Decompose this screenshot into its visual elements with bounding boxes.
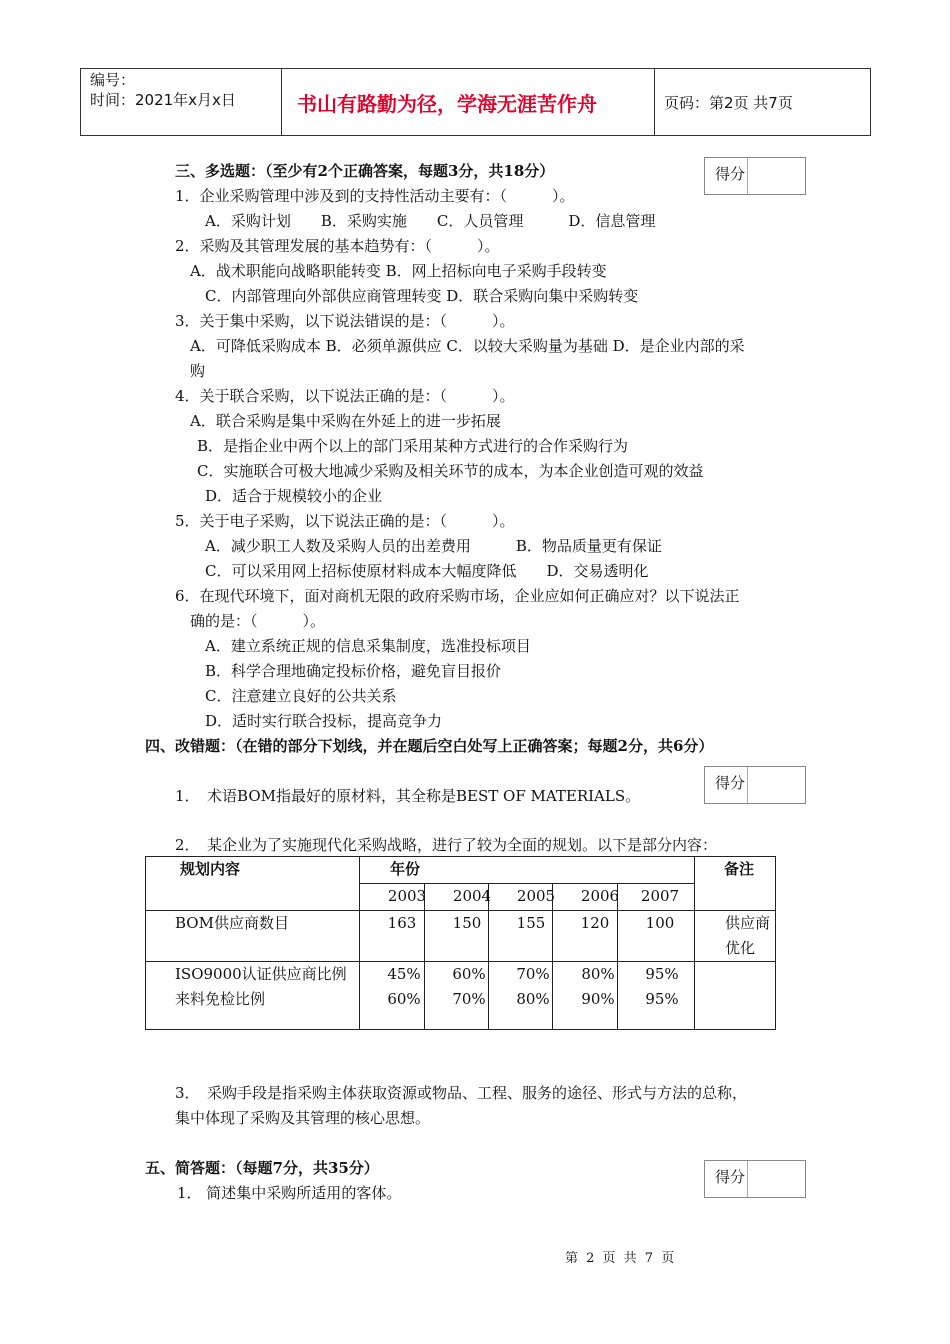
table-cell: 95% bbox=[645, 990, 679, 1008]
question-text: 2． 某企业为了实施现代化采购战略，进行了较为全面的规划。以下是部分内容： bbox=[175, 836, 718, 854]
section-3-title: 三、多选题：（至少有2个正确答案，每题3分，共18分） bbox=[175, 162, 555, 180]
header-divider bbox=[870, 68, 871, 136]
table-cell: 60% bbox=[387, 990, 421, 1008]
page-footer: 第 2 页 共 7 页 bbox=[565, 1251, 677, 1266]
header-divider bbox=[80, 68, 81, 136]
question-option: D．适时实行联合投标，提高竞争力 bbox=[205, 712, 443, 730]
table-year: 2004 bbox=[452, 887, 492, 905]
score-label: 得分 bbox=[715, 774, 746, 792]
question-option: D．适合于规模较小的企业 bbox=[205, 487, 383, 505]
question-options: A．可降低采购成本 B．必须单源供应 C．以较大采购量为基础 D．是企业内部的采 bbox=[190, 337, 745, 355]
table-year: 2007 bbox=[640, 887, 680, 905]
question-options: 购 bbox=[190, 362, 206, 380]
table-note: 供应商 bbox=[725, 914, 771, 932]
question-text: 1． 术语BOM指最好的原材料，其全称是BEST OF MATERIALS。 bbox=[175, 787, 641, 805]
table-header-note: 备注 bbox=[724, 860, 755, 878]
question-stem: 6．在现代环境下，面对商机无限的政府采购市场，企业应如何正确应对？以下说法正 bbox=[175, 587, 740, 605]
table-year: 2005 bbox=[516, 887, 556, 905]
table-cell: 155 bbox=[516, 914, 546, 932]
header-time-label: 时间：2021年x月x日 bbox=[90, 91, 236, 109]
question-stem: 1．企业采购管理中涉及到的支持性活动主要有：（ ）。 bbox=[175, 187, 575, 205]
score-box[interactable] bbox=[704, 766, 806, 804]
table-cell: 120 bbox=[580, 914, 610, 932]
table-cell: 80% bbox=[581, 965, 615, 983]
table-cell: 45% bbox=[387, 965, 421, 983]
table-row-label: BOM供应商数目 bbox=[175, 914, 289, 932]
table-row-label: ISO9000认证供应商比例 bbox=[175, 965, 347, 983]
table-cell: 70% bbox=[452, 990, 486, 1008]
score-box[interactable] bbox=[704, 1160, 806, 1198]
question-option: A．联合采购是集中采购在外延上的进一步拓展 bbox=[190, 412, 501, 430]
section-5-title: 五、简答题：（每题7分，共35分） bbox=[145, 1159, 379, 1177]
question-text: 3． 采购手段是指采购主体获取资源或物品、工程、服务的途径、形式与方法的总称， bbox=[175, 1084, 748, 1102]
question-stem: 4．关于联合采购，以下说法正确的是：（ ）。 bbox=[175, 387, 515, 405]
question-option: A．建立系统正规的信息采集制度，选准投标项目 bbox=[205, 637, 531, 655]
question-stem: 5．关于电子采购，以下说法正确的是：（ ）。 bbox=[175, 512, 515, 530]
question-option: C．注意建立良好的公共关系 bbox=[205, 687, 397, 705]
table-cell: 163 bbox=[387, 914, 417, 932]
table-year: 2006 bbox=[580, 887, 620, 905]
score-label: 得分 bbox=[715, 165, 746, 183]
question-option: B．是指企业中两个以上的部门采用某种方式进行的合作采购行为 bbox=[197, 437, 629, 455]
table-header-content: 规划内容 bbox=[180, 860, 241, 878]
table-row-label: 来料免检比例 bbox=[175, 990, 266, 1008]
header-number-label: 编号： bbox=[90, 71, 136, 89]
table-year: 2003 bbox=[387, 887, 427, 905]
table-cell: 70% bbox=[516, 965, 550, 983]
header-bottom-rule bbox=[80, 135, 870, 136]
question-options: C．内部管理向外部供应商管理转变 D．联合采购向集中采购转变 bbox=[205, 287, 639, 305]
table-cell: 60% bbox=[452, 965, 486, 983]
header-page-info: 页码：第2页 共7页 bbox=[664, 94, 793, 112]
table-note: 优化 bbox=[725, 939, 756, 957]
question-text: 集中体现了采购及其管理的核心思想。 bbox=[175, 1109, 431, 1127]
header-top-rule bbox=[80, 68, 870, 69]
header-divider bbox=[654, 68, 655, 136]
question-options: A．采购计划 B．采购实施 C．人员管理 D．信息管理 bbox=[205, 212, 656, 230]
score-label: 得分 bbox=[715, 1168, 746, 1186]
question-stem: 确的是：（ ）。 bbox=[190, 612, 326, 630]
section-4-title: 四、改错题：（在错的部分下划线，并在题后空白处写上正确答案；每题2分，共6分） bbox=[145, 737, 714, 755]
question-options: A．减少职工人数及采购人员的出差费用 B．物品质量更有保证 bbox=[205, 537, 662, 555]
table-cell: 90% bbox=[581, 990, 615, 1008]
table-cell: 100 bbox=[645, 914, 675, 932]
table-cell: 95% bbox=[645, 965, 679, 983]
question-text: 1． 简述集中采购所适用的客体。 bbox=[177, 1184, 402, 1202]
table-header-year: 年份 bbox=[390, 860, 421, 878]
table-cell: 80% bbox=[516, 990, 550, 1008]
header-divider bbox=[281, 68, 282, 136]
question-stem: 3．关于集中采购，以下说法错误的是：（ ）。 bbox=[175, 312, 515, 330]
question-options: C．可以采用网上招标使原材料成本大幅度降低 D．交易透明化 bbox=[205, 562, 649, 580]
question-stem: 2．采购及其管理发展的基本趋势有：（ ）。 bbox=[175, 237, 500, 255]
table-cell: 150 bbox=[452, 914, 482, 932]
question-options: A．战术职能向战略职能转变 B．网上招标向电子采购手段转变 bbox=[190, 262, 607, 280]
question-option: C．实施联合可极大地减少采购及相关环节的成本，为本企业创造可观的效益 bbox=[197, 462, 704, 480]
score-box[interactable] bbox=[704, 157, 806, 195]
header-motto: 书山有路勤为径，学海无涯苦作舟 bbox=[297, 92, 597, 116]
question-option: B．科学合理地确定投标价格，避免盲目报价 bbox=[205, 662, 502, 680]
